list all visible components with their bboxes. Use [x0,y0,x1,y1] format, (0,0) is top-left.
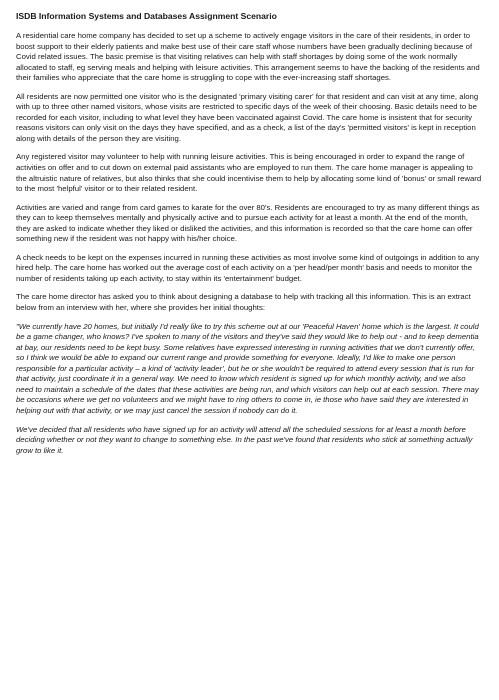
paragraph-expenses: A check needs to be kept on the expenses incurred in running these activities as most involve some kind of outgoings in addition to any hired help. The care home has worked out the average cost of each activity on a 'per head/per month' basis and needs to monitor the number of residents taking up each activity, to stay within its 'entertainment' budget. [16,252,480,283]
document-title: ISDB Information Systems and Databases Assignment Scenario [16,11,277,21]
paragraph-activities: Activities are varied and range from card games to karate for the over 80's. Residents are encouraged to try as many different things as they can to keep themselves mentally and physically active and to pursue each activity for at least a month. At the end of the month, they are asked to indicate whether they liked or disliked the activities, and this information is recorded so that the care home can offer something new if the resident was not happy with his/her choice. [16,202,480,244]
paragraph-visitor-rules: All residents are now permitted one visitor who is the designated 'primary visiting carer' for that resident and can visit at any time, along with up to three other named visitors, whose visits are restricted to specific days of the week of their choosing. Basic details need to be recorded for each visitor, including to what level they have been vaccinated against Covid. The care home is insistent that for security reasons visitors can only visit on the days they have specified, and as a check, a list of the day's 'permitted visitors' is kept in reception along with details of the person they are visiting. [16,91,479,143]
paragraph-interview-quote: "We currently have 20 homes, but initially I'd really like to try this scheme out at our 'Peaceful Haven' home which is the largest. It could be a game changer, who knows? I've spoken to many of the visitors and they've said they would like to help out - and to keep dementia at bay, our residents need to be kept busy. Some relatives have expressed interesting in running activities that we don't currently offer, so I think we would be able to expand our current range and provide something for everyone. Ideally, I'd like to make one person responsible for a particular activity – a kind of 'activity leader', but he or she wouldn't be required to attend every session that is run for that activity, just coordinate it in a general way. We need to know which resident is signed up for which monthly activity, and we also need to maintain a schedule of the dates that these activities are being run, and which visitors can help out at each session. There may be occasions where we get no volunteers and we might have to ring others to come in, ie those who have said they are interested in helping out with that activity, or we may just cancel the session if nobody can do it. [16,321,479,415]
paragraph-volunteering: Any registered visitor may volunteer to help with running leisure activities. This is being encouraged in order to expand the range of activities on offer and to cut down on external paid assistants who are employed to run them. The care home manager is appealing to the altruistic nature of relatives, but also thinks that she could incentivise them to help by allocating some kind of 'bonus' or small reward to the most 'helpful' visitor or to their related resident. [16,152,482,194]
paragraph-director-request: The care home director has asked you to think about designing a database to help with tracking all this information. This is an extract below from an interview with her, where she provides her initial thoughts: [16,292,471,313]
paragraph-interview-conclusion: We've decided that all residents who have signed up for an activity will attend all the scheduled sessions for at least a month before deciding whether or not they want to change to something else. In the past we've found that residents who stick at something actually grow to like it. [16,424,473,455]
paragraph-scheme-overview: A residential care home company has decided to set up a scheme to actively engage visitors in the care of their residents, in order to boost support to their elderly patients and make best use of their care staff whose numbers have been gradually declining because of Covid related issues. The basic premise is that visiting relatives can help with staff shortages by doing some of the work normally allocated to staff, eg serving meals and helping with leisure activities. This arrangement seems to have the backing of the residents and their families who appreciate that the care home is struggling to cope with the ever-increasing staff shortages. [16,31,480,83]
